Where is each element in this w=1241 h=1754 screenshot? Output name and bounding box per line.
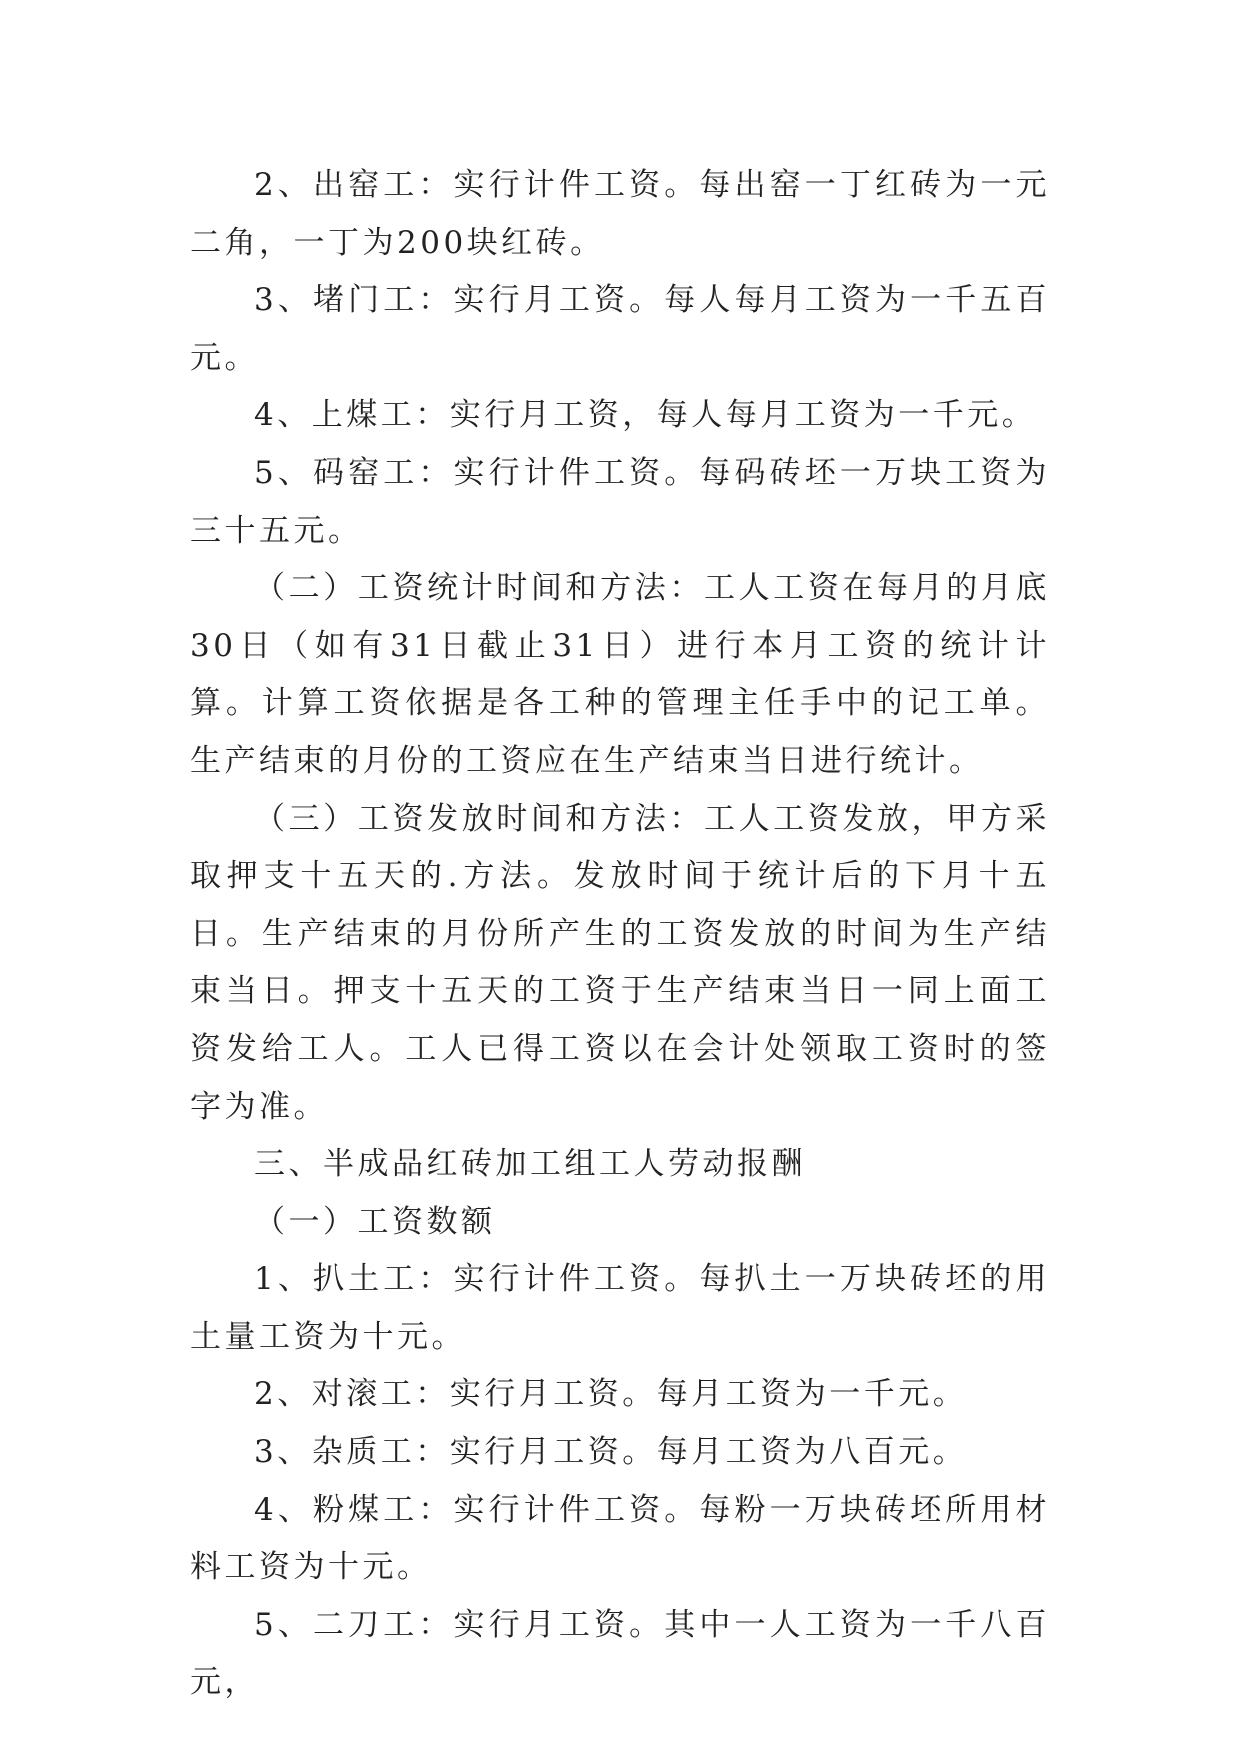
paragraph-coal-loading-wage: 4、上煤工：实行月工资，每人每月工资为一千元。 (254, 397, 1037, 434)
paragraph-second-cutter-wage: 5、二刀工：实行月工资。其中一人工资为一千八百元， (190, 1606, 1050, 1701)
paragraph-soil-digging-wage: 1、扒土工：实行计件工资。每扒土一万块砖坯的用土量工资为十元。 (190, 1261, 1050, 1355)
paragraph-coal-powder-wage: 4、粉煤工：实行计件工资。每粉一万块砖坯所用材料工资为十元。 (190, 1491, 1050, 1586)
paragraph-wage-statistics: （二）工资统计时间和方法：工人工资在每月的月底30日（如有31日截止31日）进行本月工资的统计计算。计算工资依据是各工种的管理主任手中的记工单。生产结束的月份的工资应在生产结束当日进行统计。 (190, 570, 1050, 779)
paragraph-door-sealing-wage: 3、堵门工：实行月工资。每人每月工资为一千五百元。 (190, 282, 1050, 376)
paragraph-roller-wage: 2、对滚工：实行月工资。每月工资为一千元。 (254, 1376, 968, 1413)
paragraph-kiln-stacking-wage: 5、码窑工：实行计件工资。每码砖坯一万块工资为三十五元。 (190, 454, 1050, 549)
subsection-heading: （一）工资数额 (254, 1203, 496, 1240)
paragraph-kiln-unloading-wage: 2、出窑工：实行计件工资。每出窑一丁红砖为一元二角，一丁为200块红砖。 (190, 167, 1050, 261)
paragraph-impurity-wage: 3、杂质工：实行月工资。每月工资为八百元。 (254, 1434, 968, 1471)
section-heading: 三、半成品红砖加工组工人劳动报酬 (254, 1146, 806, 1183)
paragraph-wage-payment: （三）工资发放时间和方法：工人工资发放，甲方采取押支十五天的.方法。发放时间于统计后的下月十五日。生产结束的月份所产生的工资发放的时间为生产结束当日。押支十五天的工资于生产结束当日一同上面工资发给工人。工人已得工资以在会计处领取工资时的签字为准。 (190, 800, 1050, 1125)
document-body (190, 157, 1050, 1712)
